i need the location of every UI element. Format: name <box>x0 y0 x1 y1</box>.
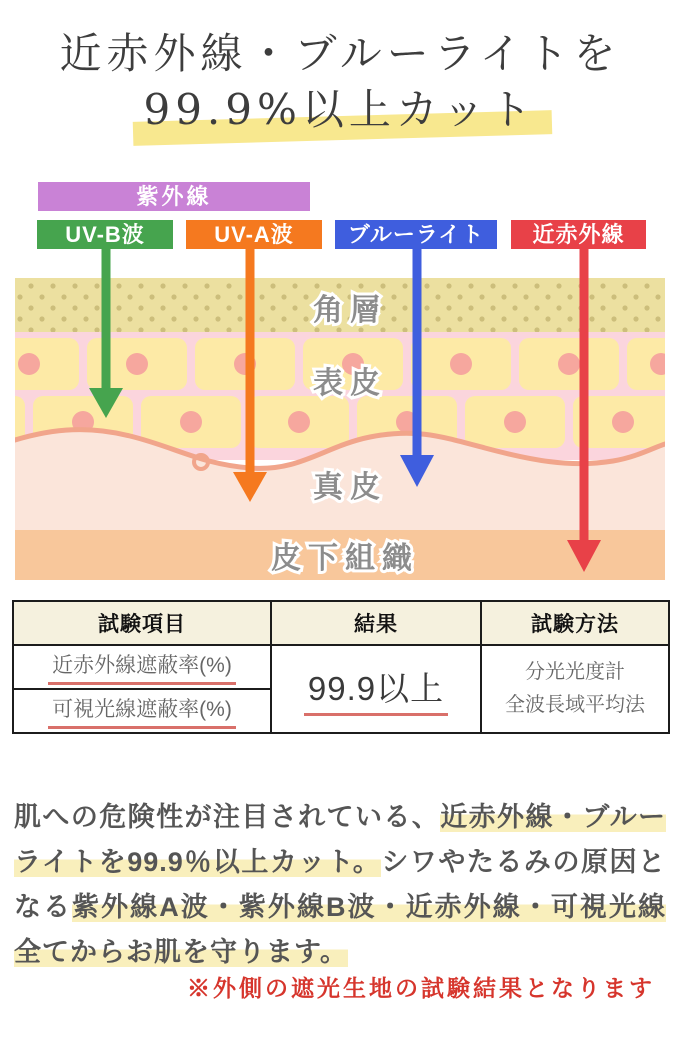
test-results-table <box>12 600 670 734</box>
paragraph-plain-2: シワやたるみの原因となる <box>14 847 667 922</box>
uv-label-bar: 紫外線 <box>38 182 310 211</box>
dermis-label: 真皮 <box>313 471 387 504</box>
table-row <box>13 645 669 689</box>
description-paragraph <box>14 795 666 975</box>
test-method-cell: 分光光度計 全波長域平均法 <box>481 645 669 733</box>
table-header-row <box>13 601 669 645</box>
title-line1: 近赤外線・ブルーライトを <box>59 29 621 78</box>
result-value-cell: 99.9以上 <box>271 645 481 733</box>
skin-layers-illustration <box>15 248 665 582</box>
test-result-footnote: ※外側の遮光生地の試験結果となります <box>187 975 655 1001</box>
subcutaneous-label: 皮下組織 <box>271 542 419 575</box>
paragraph-plain-1: 肌への危険性が注目されている、 <box>14 802 441 832</box>
uvb-label-bar: UV-B波 <box>37 220 173 249</box>
row-visible-light-shielding: 可視光線遮蔽率(%) <box>13 689 271 733</box>
header-test-item: 試験項目 <box>13 601 271 645</box>
header-test-method: 試験方法 <box>481 601 669 645</box>
near-infrared-label-bar: 近赤外線 <box>511 220 646 249</box>
epidermis-label: 表皮 <box>313 367 387 400</box>
row-nir-shielding: 近赤外線遮蔽率(%) <box>13 645 271 689</box>
test-results-section <box>12 600 668 734</box>
header-result: 結果 <box>271 601 481 645</box>
uva-label-bar: UV-A波 <box>186 220 322 249</box>
title-line2: 99.9%以上カット <box>143 85 537 134</box>
paragraph-highlight-1: 近赤外線・ブルーライトを99.9％以上カット。 <box>14 802 667 877</box>
skin-diagram-figure <box>0 175 680 590</box>
title-line2-wrap <box>143 82 536 138</box>
page-title <box>0 26 680 138</box>
blue-light-label-bar: ブルーライト <box>335 220 497 249</box>
paragraph-highlight-2: 紫外線A波・紫外線B波・近赤外線・可視光線全てからお肌を守ります。 <box>14 892 666 967</box>
stratum-corneum-label: 角層 <box>313 294 387 327</box>
